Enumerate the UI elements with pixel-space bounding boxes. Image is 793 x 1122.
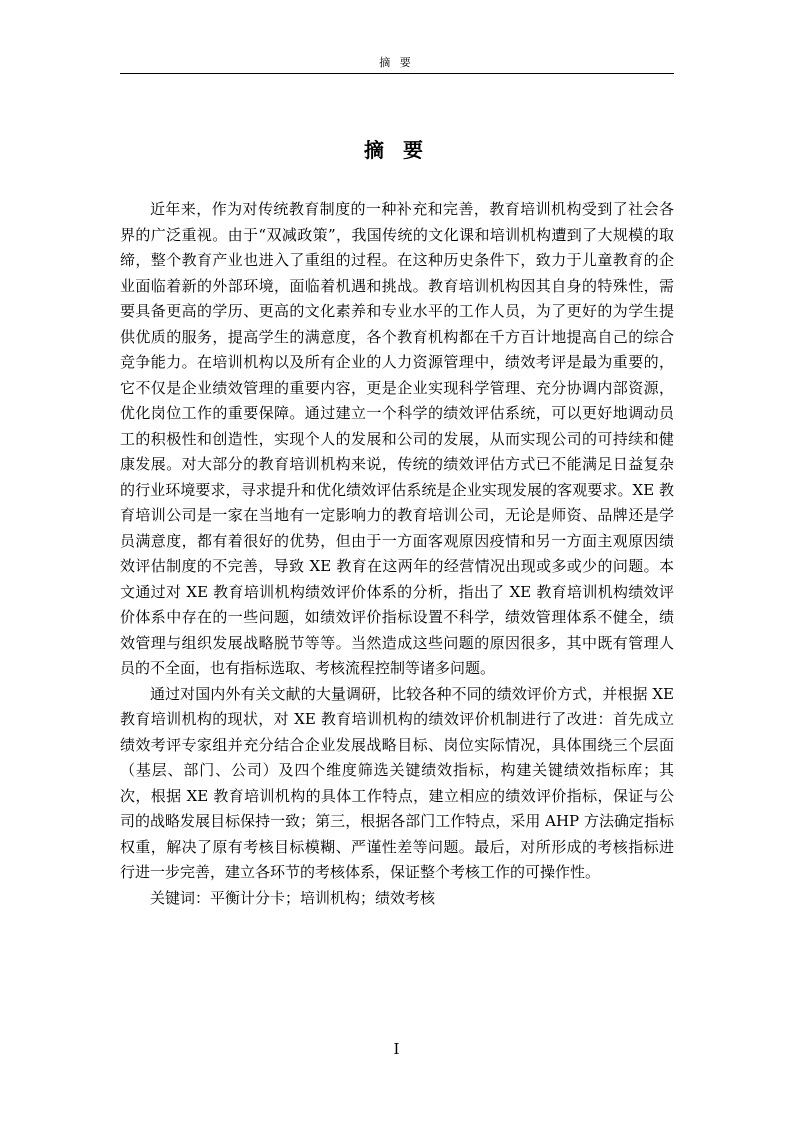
- abstract-body: [120, 197, 674, 911]
- keywords-line: 关键词：平衡计分卡；培训机构；绩效考核: [150, 888, 436, 907]
- abstract-paragraph-2: 通过对国内外有关文献的大量调研，比较各种不同的绩效评价方式，并根据 XE 教育培训机构的现状，对 XE 教育培训机构的绩效评价机制进行了改进：首先成立绩效考评专家组并充分结合企业发展战略目标、岗位实际情况，具体围绕三个层面（基层、部门、公司）及四个维度筛选关键绩效指标，构建关键绩效指标库；其次，根据 XE 教育培训机构的具体工作特点，建立相应的绩效评价指标，保证与公司的战略发展目标保持一致；第三，根据各部门工作特点，采用 AHP 方法确定指标权重，解决了原有考核目标模糊、严谨性差等问题。最后，对所形成的考核指标进行进一步完善，建立各环节的考核体系，保证整个考核工作的可操作性。: [120, 684, 674, 881]
- header-divider: [120, 73, 674, 74]
- page-number: I: [393, 1040, 400, 1058]
- running-header: 摘 要: [379, 56, 414, 69]
- page-title: 摘 要: [364, 138, 429, 162]
- abstract-paragraph-1: 近年来，作为对传统教育制度的一种补充和完善，教育培训机构受到了社会各界的广泛重视。由于“双减政策”，我国传统的文化课和培训机构遭到了大规模的取缔，整个教育产业也进入了重组的过程。在这种历史条件下，致力于儿童教育的企业面临着新的外部环境，面临着机遇和挑战。教育培训机构因其自身的特殊性，需要具备更高的学历、更高的文化素养和专业水平的工作人员，为了更好的为学生提供优质的服务，提高学生的满意度，各个教育机构都在千方百计地提高自己的综合竞争能力。在培训机构以及所有企业的人力资源管理中，绩效考评是最为重要的，它不仅是企业绩效管理的重要内容，更是企业实现科学管理、充分协调内部资源，优化岗位工作的重要保障。通过建立一个科学的绩效评估系统，可以更好地调动员工的积极性和创造性，实现个人的发展和公司的发展，从而实现公司的可持续和健康发展。对大部分的教育培训机构来说，传统的绩效评估方式已不能满足日益复杂的行业环境要求，寻求提升和优化绩效评估系统是企业实现发展的客观要求。XE 教育培训公司是一家在当地有一定影响力的教育培训公司，无论是师资、品牌还是学员满意度，都有着很好的优势，但由于一方面客观原因疫情和另一方面主观原因绩效评估制度的不完善，导致 XE 教育在这两年的经营情况出现或多或少的问题。本文通过对 XE 教育培训机构绩效评价体系的分析，指出了 XE 教育培训机构绩效评价体系中存在的一些问题，如绩效评价指标设置不科学，绩效管理体系不健全，绩效管理与组织发展战略脱节等等。当然造成这些问题的原因很多，其中既有管理人员的不全面，也有指标选取、考核流程控制等诸多问题。: [120, 200, 674, 677]
